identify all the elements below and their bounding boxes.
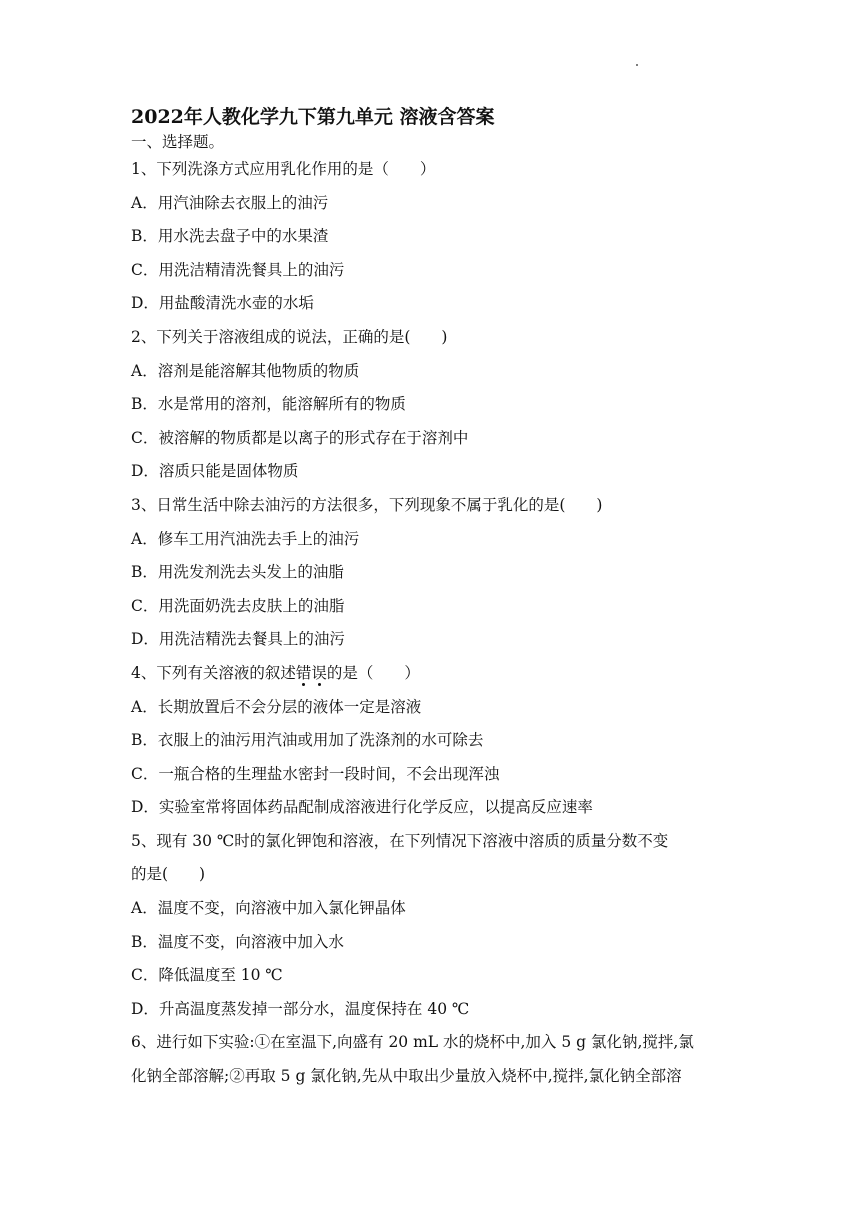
document-body bbox=[131, 131, 741, 1094]
text-line: A．温度不变，向溶液中加入氯化钾晶体 bbox=[131, 899, 406, 918]
text-line: C．被溶解的物质都是以离子的形式存在于溶剂中 bbox=[131, 428, 469, 447]
text-line: 5、现有 30 ℃时的氯化钾饱和溶液，在下列情况下溶液中溶质的质量分数不变 bbox=[131, 831, 669, 850]
text-line: B．用洗发剂洗去头发上的油脂 bbox=[131, 563, 344, 582]
text-line: 1、下列洗涤方式应用乳化作用的是（ ） bbox=[131, 160, 436, 178]
text-line: C．一瓶合格的生理盐水密封一段时间，不会出现浑浊 bbox=[131, 764, 500, 783]
text-line: D．升高温度蒸发掉一部分水，温度保持在 40 ℃ bbox=[131, 999, 470, 1018]
emphasis-mark: 误 bbox=[311, 663, 327, 682]
text-line: B．衣服上的油污用汽油或用加了洗涤剂的水可除去 bbox=[131, 731, 484, 750]
header-dot bbox=[636, 64, 638, 66]
text-line: 2、下列关于溶液组成的说法，正确的是( ) bbox=[131, 327, 448, 346]
text-line: 化钠全部溶解;②再取 5 g 氯化钠,先从中取出少量放入烧杯中,搅拌,氯化钠全部溶 bbox=[131, 1067, 682, 1086]
section-heading: 一、选择题。 bbox=[131, 133, 225, 151]
text-line: A．溶剂是能溶解其他物质的物质 bbox=[131, 361, 360, 380]
text-line: B．温度不变，向溶液中加入水 bbox=[131, 932, 344, 951]
q4-suffix: 的是（ ） bbox=[326, 663, 420, 682]
text-line: 的是( ) bbox=[131, 865, 206, 884]
text-line: D．溶质只能是固体物质 bbox=[131, 462, 299, 481]
text-line: 3、日常生活中除去油污的方法很多，下列现象不属于乳化的是( ) bbox=[131, 495, 603, 514]
text-line: C．用洗洁精清洗餐具上的油污 bbox=[131, 260, 345, 279]
text-line: D．用盐酸清洗水壶的水垢 bbox=[131, 294, 314, 313]
text-line: D．实验室常将固体药品配制成溶液进行化学反应，以提高反应速率 bbox=[131, 798, 593, 817]
text-line: A．长期放置后不会分层的液体一定是溶液 bbox=[131, 697, 422, 716]
q4-prefix: 4、下列有关溶液的叙述 bbox=[131, 663, 296, 682]
emphasis-mark: 错 bbox=[295, 663, 312, 682]
text-line: B．用水洗去盘子中的水果渣 bbox=[131, 227, 329, 246]
question-4-line bbox=[131, 657, 741, 691]
text-line: C．降低温度至 10 ℃ bbox=[131, 966, 283, 985]
text-line: B．水是常用的溶剂，能溶解所有的物质 bbox=[131, 395, 406, 414]
text-line: A．用汽油除去衣服上的油污 bbox=[131, 193, 329, 212]
text-line: C．用洗面奶洗去皮肤上的油脂 bbox=[131, 596, 345, 615]
text-line: D．用洗洁精洗去餐具上的油污 bbox=[131, 630, 345, 649]
text-line: A．修车工用汽油洗去手上的油污 bbox=[131, 529, 360, 548]
document-title: 2022年人教化学九下第九单元 溶液含答案 bbox=[131, 106, 495, 128]
text-line: 6、进行如下实验:①在室温下,向盛有 20 mL 水的烧杯中,加入 5 g 氯化钠,搅拌,氯 bbox=[131, 1033, 694, 1052]
